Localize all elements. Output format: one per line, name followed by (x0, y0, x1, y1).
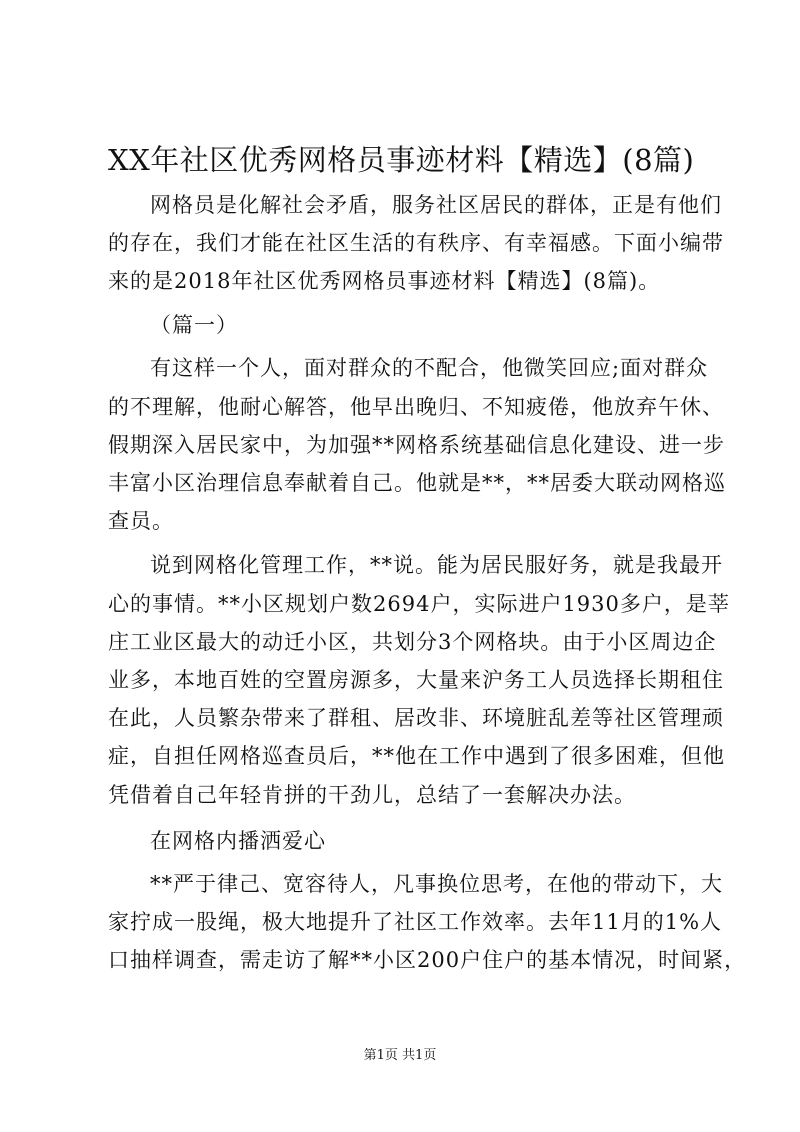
page-footer: 第1页 共1页 (363, 1048, 437, 1063)
paragraph-line: 的不理解，他耐心解答，他早出晚归、不知疲倦，他放弃午休、 (108, 395, 724, 419)
document-title: XX年社区优秀网格员事迹材料【精选】(8篇) (108, 143, 695, 177)
subheading: 在网格内播洒爱心 (150, 829, 326, 853)
paragraph-line: 心的事情。**小区规划户数2694户，实际进户1930多户，是莘 (108, 592, 730, 616)
paragraph-line: 有这样一个人，面对群众的不配合，他微笑回应;面对群众 (150, 356, 709, 380)
paragraph-line: 家拧成一股绳，极大地提升了社区工作效率。去年11月的1%人 (108, 910, 723, 934)
paragraph-line: 庄工业区最大的动迁小区，共划分3个网格块。由于小区周边企 (108, 630, 717, 654)
paragraph-line: 口抽样调查，需走访了解**小区200户住户的基本情况，时间紧， (108, 948, 747, 972)
paragraph-line: 业多，本地百姓的空置房源多，大量来沪务工人员选择长期租住 (108, 668, 724, 692)
paragraph-line: 丰富小区治理信息奉献着自己。他就是**，**居委大联动网格巡 (108, 471, 726, 495)
paragraph-line: 说到网格化管理工作，**说。能为居民服好务，就是我最开 (150, 553, 723, 577)
paragraph-line: 来的是2018年社区优秀网格员事迹材料【精选】(8篇)。 (108, 269, 661, 293)
paragraph-line: 查员。 (108, 509, 174, 533)
paragraph-line: 在此，人员繁杂带来了群租、居改非、环境脏乱差等社区管理顽 (108, 706, 724, 730)
paragraph-line: 症，自担任网格巡查员后，**他在工作中遇到了很多困难，但他 (108, 744, 725, 768)
paragraph-line: 网格员是化解社会矛盾，服务社区居民的群体，正是有他们 (150, 193, 722, 217)
paragraph-line: 假期深入居民家中，为加强**网格系统基础信息化建设、进一步 (108, 433, 725, 457)
section-heading: （篇一） (150, 313, 238, 337)
paragraph-line: 的存在，我们才能在社区生活的有秩序、有幸福感。下面小编带 (108, 231, 724, 255)
paragraph-line: **严于律己、宽容待人，凡事换位思考，在他的带动下，大 (150, 872, 723, 896)
paragraph-line: 凭借着自己年轻肯拼的干劲儿，总结了一套解决办法。 (108, 783, 636, 807)
